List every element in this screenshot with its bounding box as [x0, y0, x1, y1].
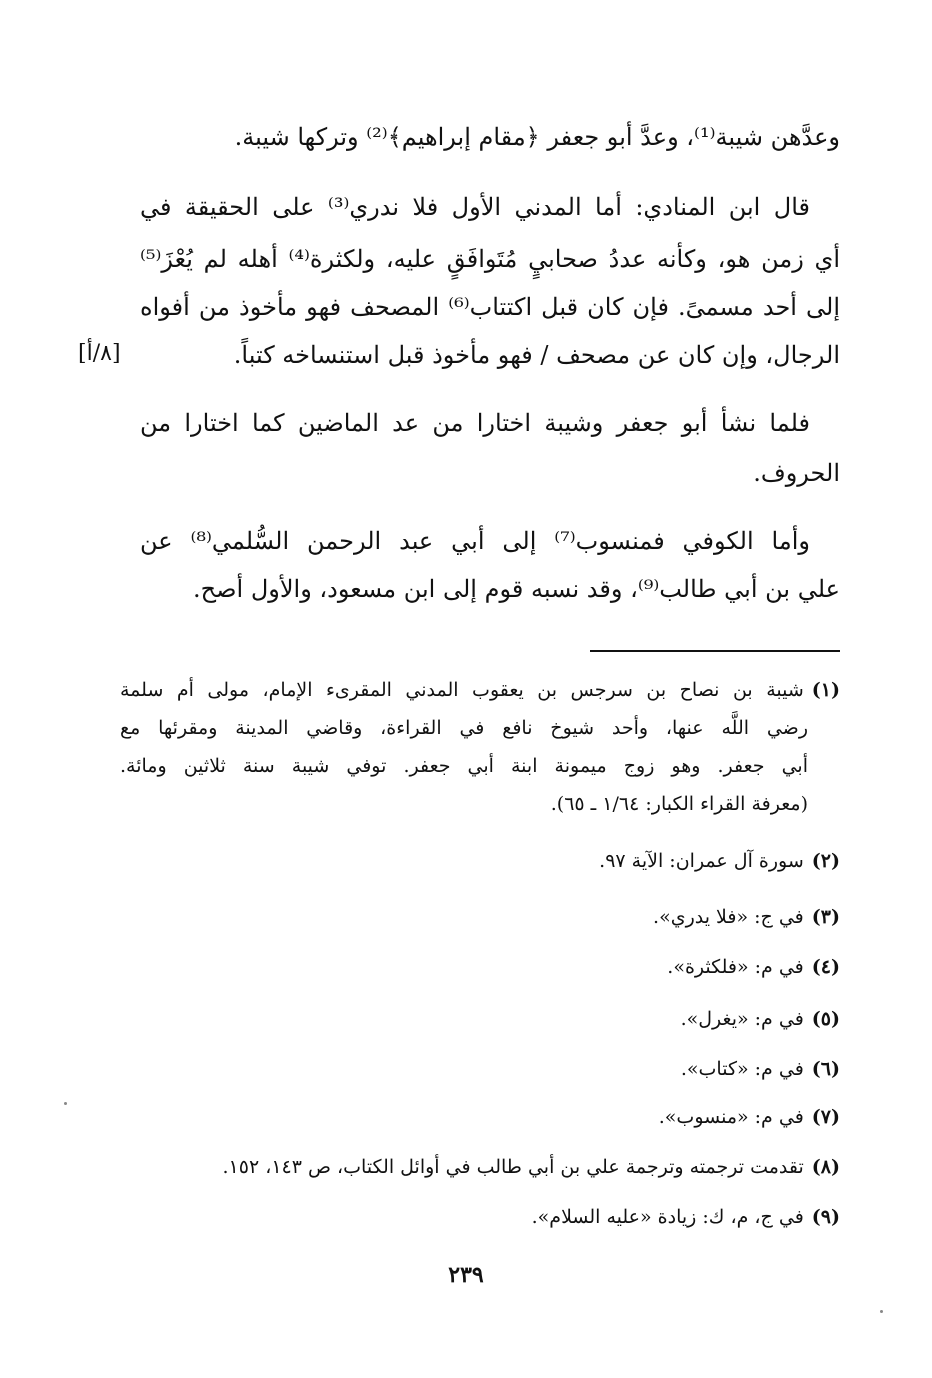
footnote-text: رضي اللَّه عنها، وأحد شيوخ نافع في القراءة، وقاضي المدينة ومقرئها مع [120, 717, 808, 739]
footnote-number: (٤) [811, 956, 840, 978]
footnote-text: سورة آل عمران: الآية ٩٧. [599, 850, 804, 872]
margin-folio-note: [٨/أ] [78, 341, 121, 366]
footnote-number: (٢) [811, 850, 840, 872]
footnote-6 [120, 1054, 840, 1084]
footnote-text: تقدمت ترجمته وترجمة علي بن أبي طالب في أوائل الكتاب، ص ١٤٣، ١٥٢. [222, 1156, 804, 1178]
footnote-number: (٦) [811, 1058, 840, 1080]
text-line: فلما نشأ أبو جعفر وشيبة اختارا من عد الماضين كما اختارا من [140, 409, 810, 437]
footnote-5 [120, 1004, 840, 1034]
footnote-number: (١) [811, 679, 840, 701]
scan-speck [64, 1102, 67, 1105]
text-line: علي بن أبي طالب⁽⁹⁾، وقد نسبه قوم إلى ابن مسعود، والأول أصح. [193, 575, 840, 603]
footnote-number: (٣) [811, 906, 840, 928]
footnote-text: شيبة بن نصاح بن سرجس بن يعقوب المدني المقرىء الإمام، مولى أم سلمة [120, 679, 804, 701]
footnote-text: في م: «فلكثرة». [667, 956, 804, 978]
text-line: قال ابن المنادي: أما المدني الأول فلا ندري⁽³⁾ على الحقيقة في [140, 193, 811, 221]
page-number: ٢٣٩ [448, 1262, 484, 1288]
footnote-text: في ج، م، ك: زيادة «عليه السلام». [531, 1206, 804, 1228]
footnote-number: (٩) [811, 1206, 840, 1228]
text-line: إلى أحد مسمىً. فإن كان قبل اكتتاب⁽⁶⁾ المصحف فهو مأخوذ من أفواه [140, 293, 840, 321]
footnote-7 [120, 1102, 840, 1132]
footnote-number: (٥) [811, 1008, 840, 1030]
footnote-3 [120, 902, 840, 932]
footnote-text: أبي جعفر. وهو زوج ميمونة ابنة أبي جعفر. توفي شيبة سنة ثلاثين ومائة. [120, 755, 808, 777]
footnote-text: في م: «منسوب». [658, 1106, 804, 1128]
footnote-4 [120, 952, 840, 982]
footnote-1 [120, 675, 840, 705]
footnote-text: (معرفة القراء الكبار: ١/٦٤ ـ ٦٥). [550, 793, 808, 815]
text-line: الحروف. [753, 459, 840, 487]
footnote-2 [120, 846, 840, 876]
scan-speck [880, 1310, 883, 1313]
footnote-text: في ج: «فلا يدري». [653, 906, 804, 928]
footnote-text: في م: «يغرل». [680, 1008, 804, 1030]
footnote-8 [120, 1152, 840, 1182]
footnote-number: (٧) [811, 1106, 840, 1128]
text-line: وعدَّهن شيبة⁽¹⁾، وعدَّ أبو جعفر ﴿مقام إبراهيم﴾⁽²⁾ وتركها شيبة. [234, 123, 840, 151]
footnote-9 [120, 1202, 840, 1232]
text-line: الرجال، وإن كان عن مصحف / فهو مأخوذ قبل استنساخه كتباً. [233, 341, 840, 369]
footnote-separator [590, 650, 840, 652]
footnote-text: في م: «كتاب». [680, 1058, 804, 1080]
footnote-number: (٨) [811, 1156, 840, 1178]
text-line: وأما الكوفي فمنسوب⁽⁷⁾ إلى أبي عبد الرحمن السُّلمي⁽⁸⁾ عن [140, 527, 810, 555]
text-line: أي زمن هو، وكأنه عددُ صحابيٍ مُتَوافَقٍ عليه، ولكثرة⁽⁴⁾ أهله لم يُعْزَ⁽⁵⁾ [140, 245, 840, 273]
